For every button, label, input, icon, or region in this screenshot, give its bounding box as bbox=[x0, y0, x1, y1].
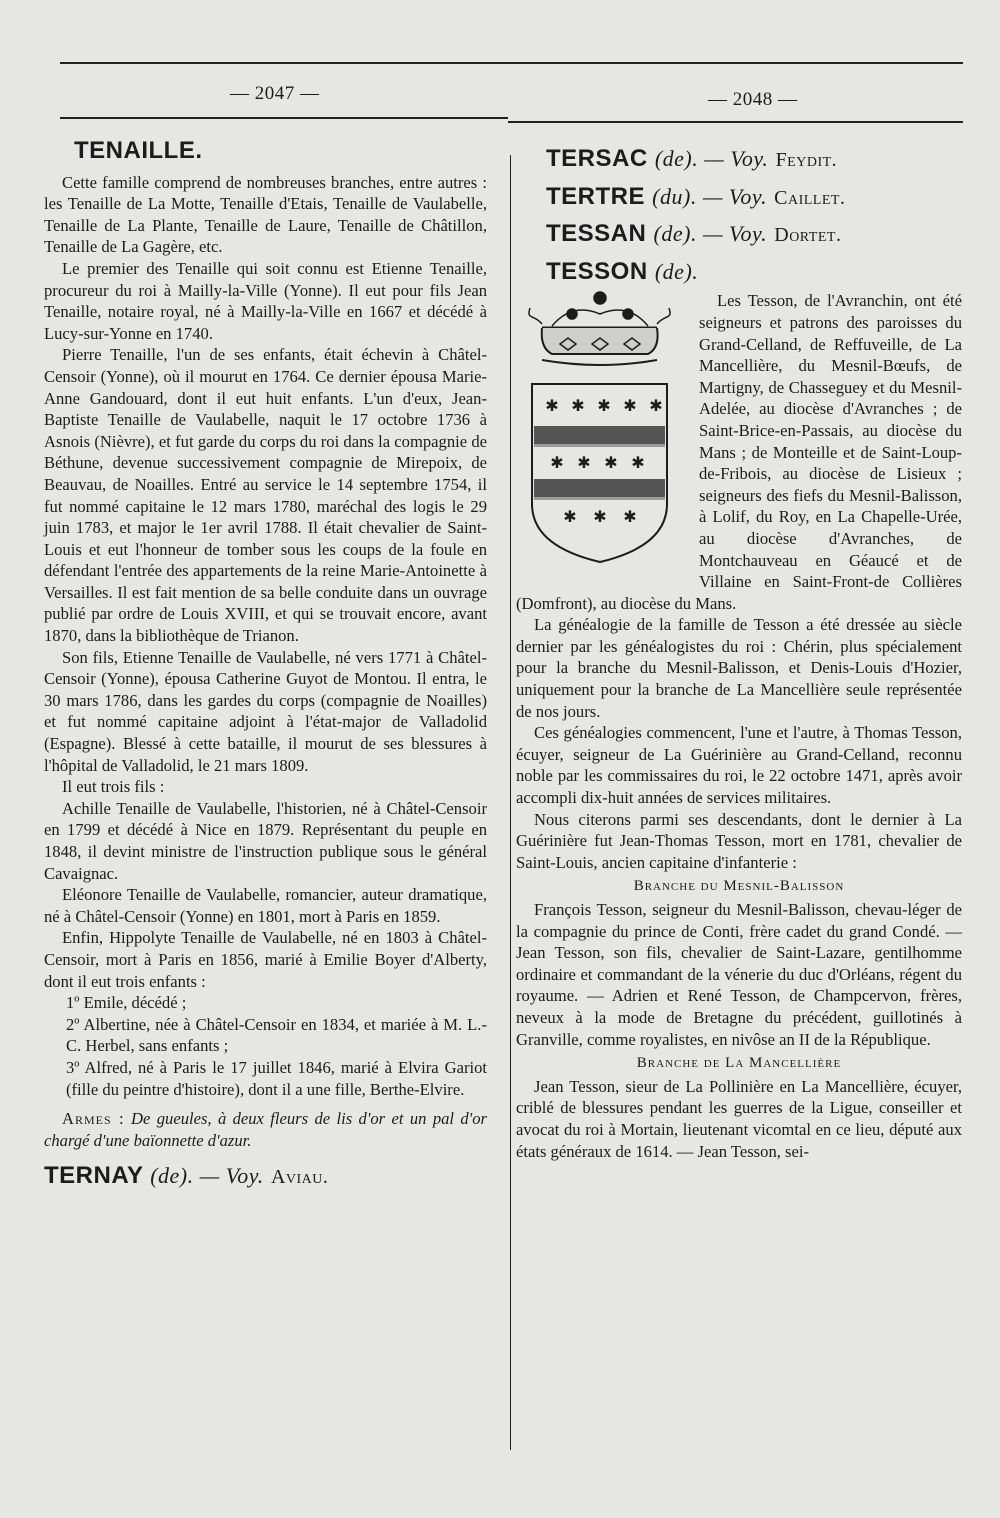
tesson-paragraph-3: Ces généalogies commencent, l'une et l'autre, à Thomas Tesson, écuyer, seigneur de La Guérinière au Grand-Celland, reconnu noble par les commissaires du roi, le 22 octobre 1471, après avoir accompli dix-huit années de services militaires. bbox=[516, 723, 962, 808]
tersac-particle: (de). bbox=[654, 146, 699, 171]
tesson-name: TESSON bbox=[546, 257, 648, 285]
tessan-voy: Voy. bbox=[729, 221, 768, 247]
ternay-voy: Voy. bbox=[225, 1163, 264, 1189]
svg-text:✱: ✱ bbox=[597, 396, 611, 416]
ternay-dash: — bbox=[193, 1163, 226, 1189]
tersac-voy: Voy. bbox=[730, 146, 769, 171]
ternay-particle: (de). bbox=[150, 1163, 194, 1189]
tersac-name: TERSAC bbox=[546, 145, 648, 172]
column-divider bbox=[510, 155, 511, 1450]
tenaille-child-2: 2º Albertine, née à Châtel-Censoir en 1834, et mariée à M. L.-C. Herbel, sans enfants ; bbox=[66, 1014, 487, 1056]
right-page-number: — 2048 — bbox=[708, 89, 798, 110]
tessan-name: TESSAN bbox=[546, 220, 647, 248]
tesson-title bbox=[546, 257, 962, 285]
left-column bbox=[44, 137, 487, 1190]
ternay-name: TERNAY bbox=[44, 1162, 144, 1190]
tesson-particle: (de). bbox=[654, 258, 699, 284]
tesson-paragraph-1: Les Tesson, de l'Avranchin, ont été seigneurs et patrons des paroisses du Grand-Celland, de Reffuveille, de La Mancellière, du Mesnil-Bœufs, de Martigny, de Chasseguey et du Mesnil-Adelée, au diocèse d'Avranches ; de Saint-Brice-en-Passais, au diocèse du Mans ; de Monteille et de Saint-Loup-de-Fribois, au diocèse de Lisieux ; seigneurs des fiefs du Mesnil-Balisson, à Lolif, du Roy, en La Chapelle-Urée, au diocèse d'Avranches, de Montchauveau en Géaucé et de Villaine en Saint-Front-de Collières (Domfront), au diocèse du Mans. bbox=[516, 291, 962, 613]
tesson-paragraph-2: La généalogie de la famille de Tesson a été dressée au siècle dernier par les généalogistes du roi : Chérin, plus spécialement pour la branche du Mesnil-Balisson, et Denis-Louis d'Hozier, uniquement pour la branche de La Mancellière seule représentée de nos jours. bbox=[516, 615, 962, 721]
header-rule-right bbox=[508, 121, 963, 123]
tertre-ref: Caillet. bbox=[774, 186, 846, 209]
branch-mesnil-balisson-title: Branche du Mesnil-Balisson bbox=[633, 878, 845, 895]
tessan-ref: Dortet. bbox=[774, 224, 842, 247]
tertre-voy: Voy. bbox=[728, 183, 767, 209]
tenaille-paragraph-5: Il eut trois fils : bbox=[62, 777, 165, 797]
branch-mancelliere-text: Jean Tesson, sieur de La Pollinière en La Mancellière, écuyer, criblé de blessures pendant les guerres de la Ligue, conseiller et avocat du roi à Mortain, lieutenant vicomtal en ce lieu, député aux états généraux de 1614. — Jean Tesson, sei- bbox=[516, 1076, 962, 1161]
tessan-particle: (de). bbox=[653, 221, 697, 247]
svg-text:✱: ✱ bbox=[604, 453, 618, 473]
tenaille-paragraph-6: Achille Tenaille de Vaulabelle, l'historien, né à Châtel-Censoir en 1799 et décédé à Nice en 1879. Représentant du peuple en 1848, il devint ministre de l'instruction publique sous le général Cavaignac. bbox=[44, 798, 487, 883]
svg-text:✱: ✱ bbox=[623, 507, 637, 527]
tertre-entry bbox=[546, 182, 962, 210]
tenaille-armes bbox=[44, 1108, 487, 1151]
svg-text:✱: ✱ bbox=[545, 396, 559, 416]
tertre-name: TERTRE bbox=[546, 182, 645, 210]
svg-text:✱: ✱ bbox=[550, 453, 564, 473]
svg-text:✱: ✱ bbox=[649, 396, 663, 416]
ternay-ref: Aviau. bbox=[270, 1166, 329, 1189]
tenaille-title: TENAILLE. bbox=[74, 137, 203, 164]
tenaille-paragraph-3: Pierre Tenaille, l'un de ses enfants, était échevin à Châtel-Censoir (Yonne), où il mourut en 1764. Ce dernier épousa Marie-Anne Gandouard, dont il eut huit enfants. L'un d'eux, Jean-Baptiste Tenaille de Vaulabelle, naquit le 17 octobre 1736 à Asnois (Nièvre), et fut garde du corps du roi dans la compagnie de Béthune, devenue successivement compagnie de Mirepoix, de Beauvau, de Noailles. Entré au service le 14 septembre 1754, il fut nommé capitaine le 12 mars 1780, maréchal des logis le 29 juin 1783, et major le 1er avril 1788. Il était chevalier de Saint-Louis et eut l'honneur de tomber sous les coups de la foule en défendant l'entrée des appartements de la reine Marie-Antoinette à Versailles. Il est fait mention de sa belle conduite dans un ouvrage publié par ordre de Louis XVIII, et qui se trouvait encore, avant 1870, dans la bibliothèque de Trianon. bbox=[44, 345, 487, 646]
armes-label: Armes : bbox=[62, 1109, 125, 1129]
tenaille-child-1: 1º Emile, décédé ; bbox=[66, 993, 187, 1013]
left-page-number: — 2047 — bbox=[230, 83, 320, 104]
armes-text: De gueules, à deux fleurs de lis d'or et un pal d'or chargé d'une baïonnette d'azur. bbox=[44, 1109, 487, 1150]
branch-mancelliere-title: Branche de La Mancellière bbox=[636, 1055, 842, 1072]
top-rule bbox=[60, 62, 963, 64]
svg-text:✱: ✱ bbox=[577, 453, 591, 473]
svg-text:✱: ✱ bbox=[593, 507, 607, 527]
coat-of-arms-icon bbox=[512, 284, 687, 566]
tesson-paragraph-4: Nous citerons parmi ses descendants, dont le dernier à La Guérinière fut Jean-Thomas Tesson, mort en 1781, chevalier de Saint-Louis, ancien capitaine d'infanterie : bbox=[516, 809, 962, 872]
tenaille-child-3: 3º Alfred, né à Paris le 17 juillet 1846, marié à Elvira Gariot (fille du peintre d'histoire), dont il a une fille, Berthe-Elvire. bbox=[66, 1057, 487, 1099]
tertre-dash: — bbox=[696, 183, 729, 209]
tenaille-paragraph-4: Son fils, Etienne Tenaille de Vaulabelle, né vers 1771 à Châtel-Censoir (Yonne), épousa Catherine Guyot de Montou. Il entra, le 30 mars 1786, dans les gardes du corps (compagnie de Noailles) et fut nommé capitaine adjoint à l'état-major de Valladolid (Espagne). Blessé à cette bataille, il mourut de ses blessures à l'hôpital de Valladolid, le 21 mars 1809. bbox=[44, 647, 487, 775]
svg-text:✱: ✱ bbox=[631, 453, 645, 473]
tenaille-paragraph-8: Enfin, Hippolyte Tenaille de Vaulabelle, né en 1803 à Châtel-Censoir, mort à Paris en 1856, marié à Emilie Boyer d'Alberty, dont il eut trois enfants : bbox=[44, 928, 487, 991]
tertre-particle: (du). bbox=[652, 183, 697, 209]
tersac-entry bbox=[546, 145, 962, 172]
svg-text:✱: ✱ bbox=[563, 507, 577, 527]
ternay-entry bbox=[44, 1162, 487, 1190]
branch-mesnil-balisson-text: François Tesson, seigneur du Mesnil-Balisson, chevau-léger de la compagnie du prince de Conti, frère cadet du grand Condé. — Jean Tesson, son fils, chevalier de Saint-Lazare, gentilhomme ordinaire et commandant de la vénerie du duc d'Orléans, régent du royaume. — Adrien et René Tesson, de Champcervon, frères, neveux à la mode de Bretagne du précédent, guillotinés à Granville, comme royalistes, en nivôse an II de la République. bbox=[516, 900, 962, 1049]
tersac-ref: Feydit. bbox=[775, 149, 838, 171]
tessan-entry bbox=[546, 220, 962, 248]
tenaille-paragraph-7: Eléonore Tenaille de Vaulabelle, romancier, auteur dramatique, né à Châtel-Censoir (Yonne) en 1801, mort à Paris en 1859. bbox=[44, 885, 487, 926]
svg-text:✱: ✱ bbox=[623, 396, 637, 416]
tersac-dash: — bbox=[698, 146, 731, 171]
right-column bbox=[516, 145, 962, 1162]
svg-text:✱: ✱ bbox=[571, 396, 585, 416]
tenaille-paragraph-1: Cette famille comprend de nombreuses branches, entre autres : les Tenaille de La Motte, Tenaille d'Etais, Tenaille de Vaulabelle, Tenaille de La Plante, Tenaille de Laure, Tenaille de Châtillon, Tenaille de La Gagère, etc. bbox=[44, 172, 487, 257]
tessan-dash: — bbox=[696, 221, 730, 247]
header-rule-left bbox=[60, 117, 508, 119]
tenaille-paragraph-2: Le premier des Tenaille qui soit connu est Etienne Tenaille, procureur du roi à Mailly-la-Ville (Yonne). Il eut pour fils Jean Tenaille, notaire royal, né à Mailly-la-Ville en 1667 et décédé à Lucy-sur-Yonne en 1740. bbox=[44, 258, 487, 343]
